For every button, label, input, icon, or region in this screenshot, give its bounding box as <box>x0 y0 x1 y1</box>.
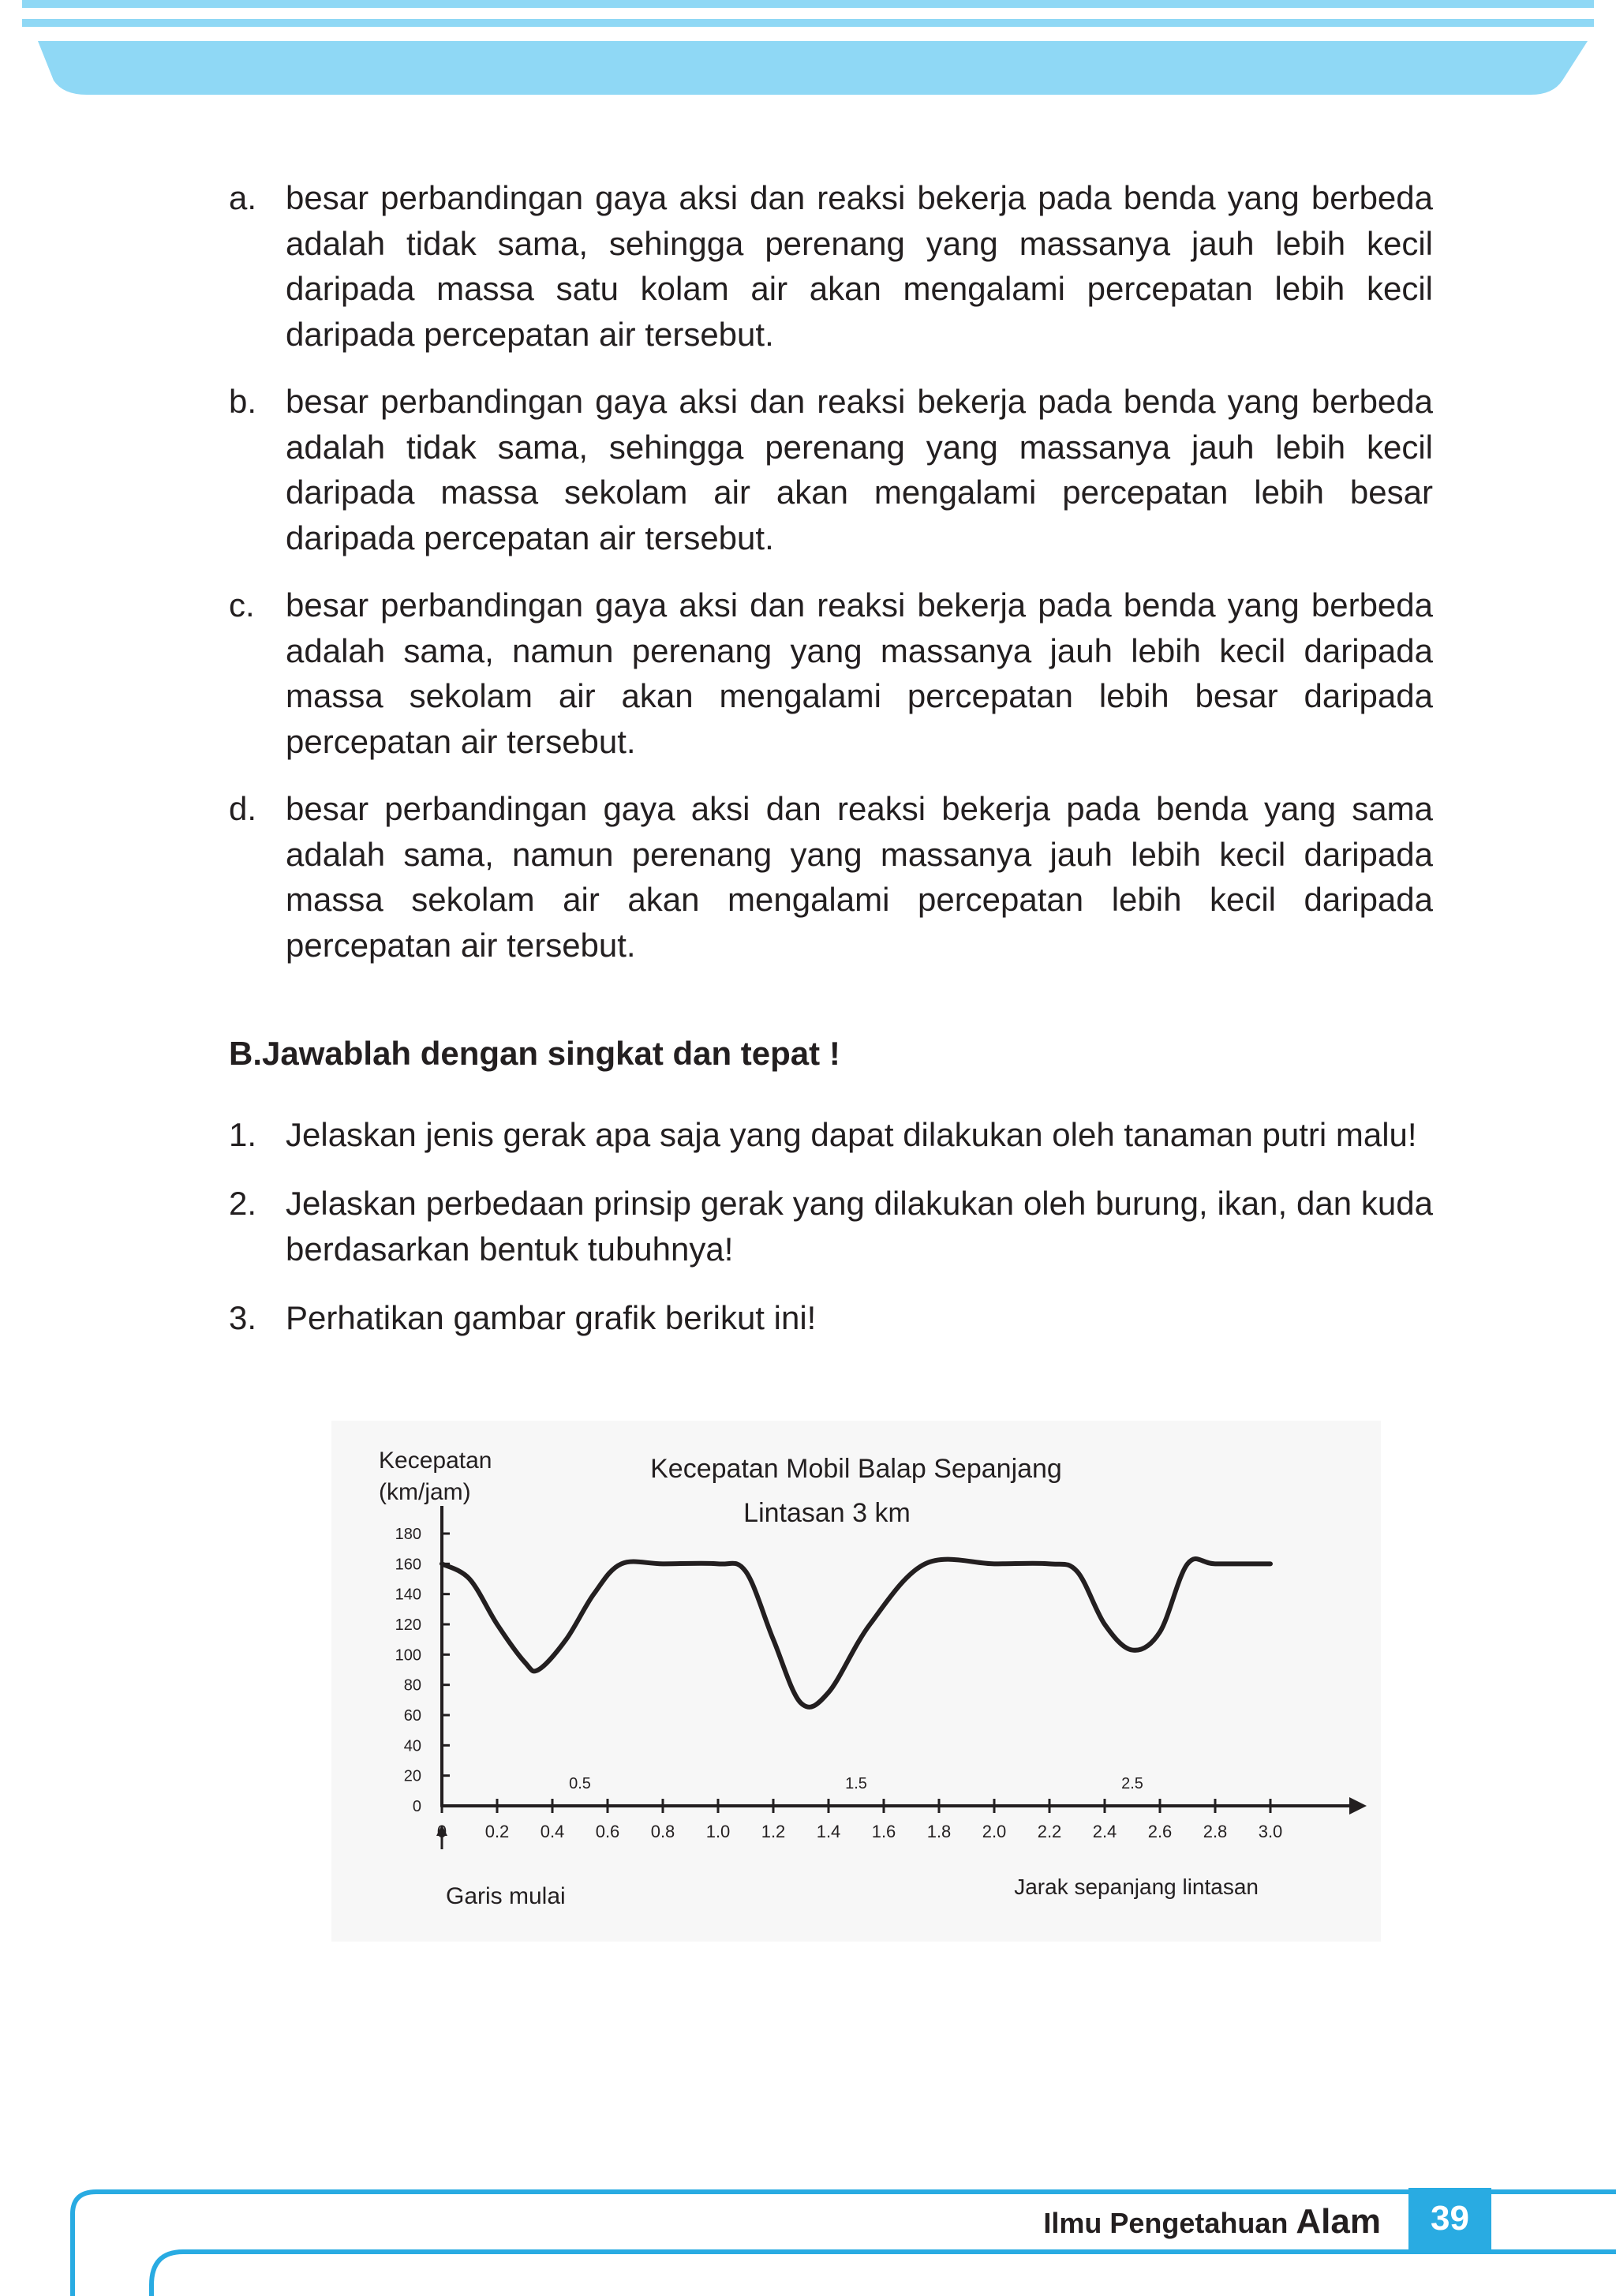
question-2 <box>229 1181 1433 1272</box>
y-axis-unit: (km/jam) <box>379 1479 471 1505</box>
subject-emphasis: Alam <box>1296 2202 1381 2241</box>
y-tick-label: 40 <box>403 1737 421 1755</box>
y-tick-label: 0 <box>412 1798 421 1815</box>
question-text: Perhatikan gambar grafik berikut ini! <box>286 1299 817 1336</box>
x-tick-label: 2.8 <box>1203 1822 1228 1841</box>
x-tick-label: 2.4 <box>1092 1822 1117 1841</box>
chart-title: Kecepatan Mobil Balap Sepanjang <box>650 1454 1062 1484</box>
x-tick-label: 2.6 <box>1147 1822 1173 1841</box>
km-marker-label: 0.5 <box>569 1775 591 1792</box>
answer-option-b <box>229 379 1433 560</box>
y-axis-label: Kecepatan <box>379 1448 492 1474</box>
x-axis-label: Jarak sepanjang lintasan <box>1014 1875 1259 1899</box>
answer-option-c <box>229 582 1433 764</box>
answer-option-d <box>229 786 1433 968</box>
x-tick-label: 0.4 <box>540 1822 565 1841</box>
question-text: Jelaskan perbedaan prinsip gerak yang dilakukan oleh burung, ikan, dan kuda berdasarkan bentuk tubuhnya! <box>286 1185 1433 1268</box>
option-text: besar perbandingan gaya aksi dan reaksi bekerja pada benda yang berbeda adalah sama, namun perenang yang massanya jauh lebih kecil daripada massa sekolam air akan mengalami percepatan lebih besar daripada percepatan air tersebut. <box>286 586 1433 760</box>
question-3 <box>229 1295 1433 1341</box>
option-text: besar perbandingan gaya aksi dan reaksi bekerja pada benda yang berbeda adalah tidak sama, sehingga perenang yang massanya jauh lebih kecil daripada massa satu kolam air akan mengalami percepatan lebih kecil daripada percepatan air tersebut. <box>286 179 1433 353</box>
question-number: 1. <box>229 1115 257 1153</box>
page-content <box>229 175 1433 1365</box>
x-tick-label: 0.8 <box>650 1822 675 1841</box>
option-text: besar perbandingan gaya aksi dan reaksi bekerja pada benda yang sama adalah sama, namun perenang yang massanya jauh lebih kecil daripada massa sekolam air akan mengalami percepatan lebih kecil daripada percepatan air tersebut. <box>286 790 1433 964</box>
x-tick-label: 0.6 <box>595 1822 620 1841</box>
start-line-label: Garis mulai <box>446 1883 566 1909</box>
y-tick-label: 140 <box>395 1586 421 1604</box>
x-tick-label: 1.0 <box>705 1822 731 1841</box>
page-number: 39 <box>1408 2188 1491 2249</box>
x-tick-label: 1.4 <box>816 1822 841 1841</box>
speed-chart <box>331 1421 1381 1942</box>
question-number: 3. <box>229 1299 257 1336</box>
option-label: d. <box>229 790 257 827</box>
section-b-heading: B.Jawablah dengan singkat dan tepat ! <box>229 1035 840 1072</box>
y-tick-label: 80 <box>403 1676 421 1695</box>
y-tick-label: 120 <box>395 1616 421 1634</box>
y-tick-label: 20 <box>403 1767 421 1785</box>
x-tick-label: 0.2 <box>484 1822 510 1841</box>
x-tick-label: 1.2 <box>761 1822 786 1841</box>
option-text: besar perbandingan gaya aksi dan reaksi bekerja pada benda yang berbeda adalah tidak sama, sehingga perenang yang massanya jauh lebih kecil daripada massa sekolam air akan mengalami percepatan lebih besar daripada percepatan air tersebut. <box>286 383 1433 556</box>
x-tick-label: 3.0 <box>1258 1822 1283 1841</box>
footer-subject <box>971 2202 1381 2242</box>
y-tick-label: 180 <box>395 1526 421 1543</box>
y-tick-label: 100 <box>395 1646 421 1665</box>
y-tick-label: 160 <box>395 1556 421 1574</box>
x-tick-label: 1.8 <box>926 1822 952 1841</box>
option-label: b. <box>229 383 257 420</box>
subject-prefix: Ilmu Pengetahuan <box>1043 2207 1289 2239</box>
x-tick-label: 2.2 <box>1037 1822 1062 1841</box>
header-decoration <box>0 0 1616 103</box>
option-label: a. <box>229 179 257 216</box>
option-label: c. <box>229 586 255 624</box>
question-text: Jelaskan jenis gerak apa saja yang dapat dilakukan oleh tanaman putri malu! <box>286 1115 1417 1153</box>
km-marker-label: 1.5 <box>845 1775 867 1792</box>
x-tick-label: 0 <box>436 1822 447 1841</box>
x-tick-label: 2.0 <box>982 1822 1007 1841</box>
y-tick-label: 60 <box>403 1707 421 1725</box>
chart-subtitle: Lintasan 3 km <box>743 1498 911 1528</box>
km-marker-label: 2.5 <box>1121 1775 1143 1792</box>
question-number: 2. <box>229 1185 257 1222</box>
question-1 <box>229 1112 1433 1158</box>
x-tick-label: 1.6 <box>871 1822 896 1841</box>
answer-option-a <box>229 175 1433 357</box>
